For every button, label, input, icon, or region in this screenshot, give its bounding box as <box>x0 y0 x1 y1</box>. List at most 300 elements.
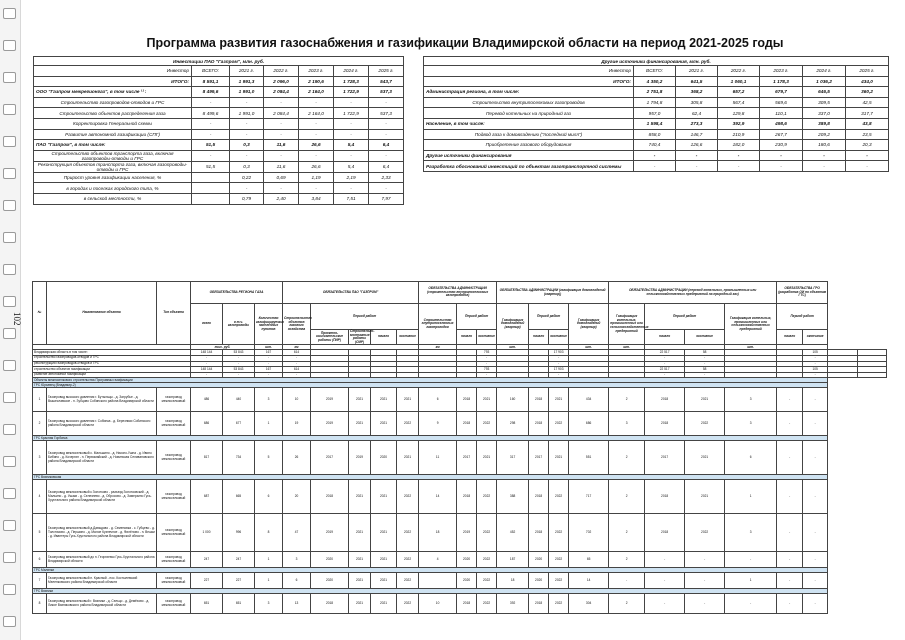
summary-value <box>828 372 857 378</box>
section-label: ГРС Вязники <box>33 589 828 594</box>
object-value: 3 <box>609 412 645 436</box>
value-cell: 6,4 <box>369 140 404 151</box>
value-cell: 641,5 <box>676 76 718 87</box>
summary-value: 148 144 <box>191 350 223 356</box>
punch-hole <box>3 296 16 307</box>
sub-houses2: Газификация домовладений (квартир) <box>569 304 609 345</box>
object-value: 317 <box>497 441 529 475</box>
value-cell: 3,84 <box>299 193 334 204</box>
punch-hole <box>3 328 16 339</box>
value-cell: - <box>369 183 404 194</box>
object-value: 2021 <box>371 594 397 614</box>
unit-pcs: шт. <box>255 345 283 350</box>
value-cell: 2 164,0 <box>299 87 334 98</box>
value-cell: 1 060,1 <box>718 76 760 87</box>
object-value: 2020 <box>311 573 349 589</box>
punch-hole <box>3 360 16 371</box>
object-value: 2021 <box>685 441 725 475</box>
table-row <box>424 87 889 98</box>
value-cell: 0,3 <box>230 140 264 151</box>
summary-label: реконструкция газопроводов-отводов и ГРС <box>33 361 191 367</box>
object-value: 2022 <box>549 552 569 568</box>
object-value: 2021 <box>371 514 397 552</box>
value-cell: - <box>676 150 718 161</box>
value-cell: 2,33 <box>369 172 404 183</box>
summary-value: 105 <box>803 350 828 356</box>
object-type: газопровод межпоселковый <box>157 412 191 436</box>
gazprom-investments-table <box>33 56 404 205</box>
value-cell: 569,6 <box>760 97 803 108</box>
sub-total: всего <box>191 304 223 345</box>
value-cell: 1 722,9 <box>334 87 369 98</box>
value-cell: - <box>230 150 264 161</box>
table-row <box>424 140 889 151</box>
value-cell: - <box>334 150 369 161</box>
value-cell: - <box>803 150 846 161</box>
sub-period: Период работ <box>645 304 725 330</box>
object-value: 2018 <box>645 514 685 552</box>
object-value: 392 <box>497 594 529 614</box>
row-label: Строительство объектов распределения газа <box>34 108 192 119</box>
value-cell: - <box>760 150 803 161</box>
summary-value: - <box>645 355 685 361</box>
table-row <box>34 140 404 151</box>
sub-capacity: Строительство объектов газового хозяйства <box>283 304 311 345</box>
object-value: 2021 <box>549 441 569 475</box>
sub-smr: Строительно-монтажные работы (СМР) <box>350 329 375 344</box>
summary-value: - <box>803 355 828 361</box>
value-cell: - <box>334 97 369 108</box>
summary-value: - <box>255 361 283 367</box>
object-value: 2018 <box>645 480 685 514</box>
object-row <box>33 441 887 475</box>
object-value: 298 <box>497 412 529 436</box>
object-value: 1 <box>725 480 777 514</box>
object-value: 6 <box>419 388 457 412</box>
object-value: 2022 <box>397 514 419 552</box>
value-cell: 110,1 <box>760 108 803 119</box>
object-value: 551 <box>569 441 609 475</box>
object-row <box>33 480 887 514</box>
row-number: 4 <box>33 480 47 514</box>
object-value: 2021 <box>685 388 725 412</box>
value-cell: 209,2 <box>803 129 846 140</box>
object-value: 2021 <box>397 388 419 412</box>
table-row <box>34 108 404 119</box>
value-cell: - <box>230 183 264 194</box>
table-row <box>424 150 889 161</box>
object-value: 11 <box>419 441 457 475</box>
object-value: - <box>685 573 725 589</box>
object-value <box>419 573 457 589</box>
value-cell: - <box>334 118 369 129</box>
summary-value: - <box>477 355 497 361</box>
header-cell: 2021 г. <box>676 66 718 77</box>
object-value: 1 <box>255 573 283 589</box>
object-name: Газопровод межпоселковый до п. Георгиевск Гусь-Хрустального района Владимирской области <box>47 552 157 568</box>
object-value: 2021 <box>397 441 419 475</box>
table-row <box>34 118 404 129</box>
row-label: Строительство внутрипоселковых газопроводов <box>424 97 634 108</box>
value-cell: 23,5 <box>846 129 889 140</box>
punch-hole <box>3 392 16 403</box>
punch-hole <box>3 232 16 243</box>
object-value: 2020 <box>311 552 349 568</box>
value-cell <box>192 183 230 194</box>
object-value: 65 <box>569 552 609 568</box>
object-value: - <box>803 441 828 475</box>
object-value: 2 <box>609 441 645 475</box>
table-row <box>424 118 889 129</box>
value-cell: 267,7 <box>760 129 803 140</box>
table-row <box>34 87 404 98</box>
object-value: 2022 <box>477 552 497 568</box>
object-value: 2021 <box>349 573 371 589</box>
summary-value: - <box>685 355 725 361</box>
unit-pcs: шт. <box>497 345 529 350</box>
object-value: 3 <box>283 552 311 568</box>
object-value: - <box>645 594 685 614</box>
value-cell: 1 722,9 <box>334 108 369 119</box>
row-label: ИТОГО: <box>424 76 634 87</box>
summary-value: - <box>549 372 569 378</box>
value-cell: 957,0 <box>634 108 676 119</box>
value-cell: 8 591,1 <box>192 76 230 87</box>
object-value: 665 <box>223 480 255 514</box>
object-value: - <box>725 594 777 614</box>
sub-end: окончание <box>803 330 828 345</box>
row-label: Население, в том числе: <box>424 118 634 129</box>
value-cell: 537,3 <box>369 108 404 119</box>
object-value: 2019 <box>311 412 349 436</box>
row-number: 8 <box>33 594 47 614</box>
value-cell: 858,0 <box>634 129 676 140</box>
value-cell: 2,40 <box>264 193 299 204</box>
value-cell: - <box>846 161 889 172</box>
object-value: 817 <box>191 441 223 475</box>
punch-hole <box>3 40 16 51</box>
value-cell: - <box>299 183 334 194</box>
header-cell: 2022 г. <box>264 66 299 77</box>
object-value: 2021 <box>477 388 497 412</box>
object-row <box>33 388 887 412</box>
punch-hole <box>3 72 16 83</box>
summary-label: строительство газопроводов-отводов и ГРС <box>33 355 191 361</box>
row-label: Строительство объектов транспорта газа, включая газопроводы-отводы и ГРС <box>34 150 192 161</box>
object-value: 2018 <box>529 594 549 614</box>
object-value: 486 <box>191 388 223 412</box>
object-value: 2018 <box>645 412 685 436</box>
value-cell: - <box>334 183 369 194</box>
object-value: 2022 <box>685 514 725 552</box>
object-value: 2018 <box>529 514 549 552</box>
summary-value: 167 <box>255 367 283 373</box>
object-value: 20 <box>283 480 311 514</box>
sub-boilers2: Газификация котельных, промышленных или сельскохозяйственных предприятий <box>725 304 777 345</box>
col-name: Наименование объекта <box>47 282 157 345</box>
object-value: 2022 <box>397 573 419 589</box>
value-cell: - <box>299 97 334 108</box>
summary-value: 22 517 <box>645 350 685 356</box>
value-cell: 1 728,3 <box>334 76 369 87</box>
summary-value: - <box>803 361 828 367</box>
object-row <box>33 514 887 552</box>
value-cell: - <box>369 97 404 108</box>
summary-value: 148 144 <box>191 367 223 373</box>
object-value: 6 <box>725 441 777 475</box>
object-value: 2 <box>609 594 645 614</box>
object-value: - <box>777 388 803 412</box>
row-number: 3 <box>33 441 47 475</box>
summary-value: - <box>645 361 685 367</box>
sub-period: Период работ <box>777 304 828 330</box>
object-value: 2 <box>609 388 645 412</box>
object-value: - <box>685 594 725 614</box>
value-cell: - <box>264 97 299 108</box>
object-value: 2018 <box>311 480 349 514</box>
object-type: газопровод межпоселковый <box>157 441 191 475</box>
summary-label: строительство объектов газификации <box>33 367 191 373</box>
value-cell: 8 499,6 <box>192 87 230 98</box>
object-value: - <box>777 573 803 589</box>
value-cell: - <box>369 118 404 129</box>
punch-hole <box>3 104 16 115</box>
table-row <box>424 129 889 140</box>
object-value: 677 <box>223 412 255 436</box>
object-value: 2022 <box>477 480 497 514</box>
object-value: - <box>685 552 725 568</box>
object-value: - <box>609 573 645 589</box>
value-cell: - <box>230 129 264 140</box>
object-value: 19 <box>283 412 311 436</box>
object-value: 13 <box>283 594 311 614</box>
object-value: 2017 <box>529 441 549 475</box>
object-value: - <box>803 480 828 514</box>
punch-hole <box>3 264 16 275</box>
value-cell: - <box>264 129 299 140</box>
object-value: 2017 <box>645 441 685 475</box>
value-cell: 1 991,3 <box>230 76 264 87</box>
object-type: газопровод межпоселковый <box>157 480 191 514</box>
value-cell: 646,5 <box>803 87 846 98</box>
summary-value: - <box>191 372 223 378</box>
object-type: газопровод межпоселковый <box>157 514 191 552</box>
object-value: 18 <box>419 514 457 552</box>
sub-start: начало <box>777 330 803 345</box>
summary-value: 614 <box>283 367 311 373</box>
object-value: - <box>645 573 685 589</box>
col-gazprom: ОБЯЗАТЕЛЬСТВА ПАО "ГАЗПРОМ" <box>283 282 419 304</box>
object-value: 452 <box>497 514 529 552</box>
object-value: 2018 <box>311 594 349 614</box>
unit-pcs: шт. <box>609 345 645 350</box>
object-value: 2022 <box>477 594 497 614</box>
value-cell: 182,0 <box>718 140 760 151</box>
col-admin1: ОБЯЗАТЕЛЬСТВА АДМИНИСТРАЦИИ (строительство внутрипоселковых газопроводов) <box>419 282 497 304</box>
value-cell: 317,7 <box>846 108 889 119</box>
object-value: 996 <box>223 514 255 552</box>
table-row <box>34 150 404 161</box>
value-cell: 2 190,6 <box>299 76 334 87</box>
summary-value: - <box>685 361 725 367</box>
value-cell: 129,8 <box>718 108 760 119</box>
object-name: Газопровод межпоселковый с. Мальшино - д. Николо-Ушна - д. Ивино Бибино - д. Кочергин - п. Первомайский - д. Новинская Селивановского района Владимирской области <box>47 441 157 475</box>
sub-period: Период работ <box>457 304 497 330</box>
object-value: 434 <box>569 388 609 412</box>
object-value: 2022 <box>397 594 419 614</box>
value-cell: 679,7 <box>760 87 803 98</box>
header-cell: 2025 г. <box>369 66 404 77</box>
object-name: Газопровод межпоселковый к Золотково - разъезд Золотковский - д. Мальино - д. Ушаки - д. Селезнево - д. Обросово - д. Замерзино Гусь-Хрустального района Владимирской области <box>47 480 157 514</box>
summary-value: - <box>255 355 283 361</box>
value-cell: 0,3 <box>230 161 264 172</box>
object-value: 3 <box>725 514 777 552</box>
table-row <box>34 129 404 140</box>
object-value: 686 <box>569 412 609 436</box>
object-value: 2021 <box>349 594 371 614</box>
object-value: 2 <box>609 480 645 514</box>
object-value: 2022 <box>549 480 569 514</box>
value-cell: 230,9 <box>760 140 803 151</box>
sub-start: начало <box>529 330 549 345</box>
table-header-row <box>424 66 889 77</box>
value-cell: 126,6 <box>676 140 718 151</box>
punch-hole <box>3 520 16 531</box>
object-value: 2021 <box>371 388 397 412</box>
object-value: 651 <box>191 594 223 614</box>
other-sources-table <box>423 56 889 172</box>
sub-length: Строительство внутрипоселковых газопроводов <box>419 304 457 345</box>
object-name: Газопровод высокого давления г. Собинка - д. Березники Собинского района Владимирской области <box>47 412 157 436</box>
value-cell: - <box>192 150 230 161</box>
object-value: 4 <box>419 552 457 568</box>
row-label: ООО "Газпром межрегионгаз", в том числе ¹⁾ : <box>34 87 192 98</box>
value-cell: 26,6 <box>299 161 334 172</box>
object-value: 2021 <box>371 480 397 514</box>
object-value: 702 <box>569 514 609 552</box>
table-row <box>34 183 404 194</box>
summary-label: развитие автономной газификации <box>33 372 191 378</box>
value-cell: 537,3 <box>369 87 404 98</box>
summary-value: - <box>283 372 311 378</box>
object-value: 2019 <box>311 388 349 412</box>
col-type: Тип объекта <box>157 282 191 345</box>
row-label: ПАО "Газпром", в том числе: <box>34 140 192 151</box>
value-cell: - <box>230 97 264 108</box>
object-type: газопровод межпоселковый <box>157 388 191 412</box>
value-cell: 20,3 <box>846 140 889 151</box>
header-cell: 2024 г. <box>334 66 369 77</box>
value-cell: - <box>334 129 369 140</box>
value-cell: - <box>192 129 230 140</box>
header-cell: ВСЕГО: <box>634 66 676 77</box>
object-value: 2020 <box>457 573 477 589</box>
section-label: ГРС Красная Горбатка <box>33 436 828 441</box>
object-value: 2021 <box>371 412 397 436</box>
object-value: 2 <box>609 552 645 568</box>
value-cell: 309,5 <box>803 97 846 108</box>
value-cell: - <box>718 161 760 172</box>
table-row <box>34 172 404 183</box>
summary-value: - <box>477 372 497 378</box>
row-label: Приобретение газового оборудования <box>424 140 634 151</box>
row-label: Разработка обоснований инвестиций по объектам газотранспортной системы <box>424 161 634 172</box>
value-cell: - <box>299 118 334 129</box>
object-row <box>33 573 887 589</box>
value-cell: 6,4 <box>369 161 404 172</box>
table-row <box>34 193 404 204</box>
object-value: 2022 <box>397 412 419 436</box>
object-value: 2018 <box>457 480 477 514</box>
value-cell: 1 991,0 <box>230 108 264 119</box>
object-value: 1 <box>725 573 777 589</box>
object-value: - <box>803 573 828 589</box>
value-cell: 305,8 <box>676 97 718 108</box>
object-row <box>33 412 887 436</box>
value-cell: 389,8 <box>803 118 846 129</box>
value-cell: 180,6 <box>803 140 846 151</box>
col-admin2: ОБЯЗАТЕЛЬСТВА АДМИНИСТРАЦИИ (газификация домовладений (квартир)) <box>497 282 609 304</box>
value-cell: 1 991,0 <box>230 87 264 98</box>
object-value: 2 <box>609 514 645 552</box>
header-cell: Инвестор <box>34 66 192 77</box>
value-cell: - <box>264 118 299 129</box>
value-cell: 657,2 <box>718 87 760 98</box>
object-value: 2021 <box>349 412 371 436</box>
object-value: 2022 <box>477 514 497 552</box>
object-value: 160 <box>497 388 529 412</box>
value-cell: - <box>264 183 299 194</box>
row-label: Перевод котельных на природный газ <box>424 108 634 119</box>
row-label: Администрация региона, в том числе: <box>424 87 634 98</box>
object-value: 10 <box>419 594 457 614</box>
object-row <box>33 552 887 568</box>
summary-value: - <box>283 361 311 367</box>
object-value: 10 <box>283 388 311 412</box>
sub-period: Период работ <box>529 304 569 330</box>
object-value: 2020 <box>371 441 397 475</box>
value-cell: - <box>760 161 803 172</box>
unit-pcs: шт. <box>725 345 777 350</box>
object-value: 2018 <box>457 388 477 412</box>
summary-value: 53 843 <box>223 367 255 373</box>
object-value: 187 <box>497 552 529 568</box>
summary-value: - <box>223 372 255 378</box>
value-cell: 368,2 <box>676 87 718 98</box>
value-cell: - <box>230 118 264 129</box>
object-value: 2022 <box>549 514 569 552</box>
object-value: 734 <box>223 441 255 475</box>
value-cell: 11,6 <box>264 161 299 172</box>
punch-hole <box>3 616 16 627</box>
value-cell: 2 096,0 <box>264 76 299 87</box>
value-cell: 8 499,6 <box>192 108 230 119</box>
object-value: 2022 <box>549 594 569 614</box>
col-num: № <box>33 282 47 345</box>
object-row <box>33 594 887 614</box>
value-cell: 0,22 <box>230 172 264 183</box>
summary-value: - <box>283 355 311 361</box>
summary-label: Владимирская область в том числе: <box>33 350 191 356</box>
table-row <box>424 76 889 87</box>
summary-value <box>857 372 886 378</box>
object-value: 2021 <box>349 552 371 568</box>
row-label: в городах и поселках городского типа, % <box>34 183 192 194</box>
value-cell: 4 350,2 <box>634 76 676 87</box>
object-value: - <box>803 388 828 412</box>
object-name: Газопровод межпоселковый п. Красный - пос. Костылевский Меленковского района Владимирской области <box>47 573 157 589</box>
value-cell: 2,19 <box>334 172 369 183</box>
